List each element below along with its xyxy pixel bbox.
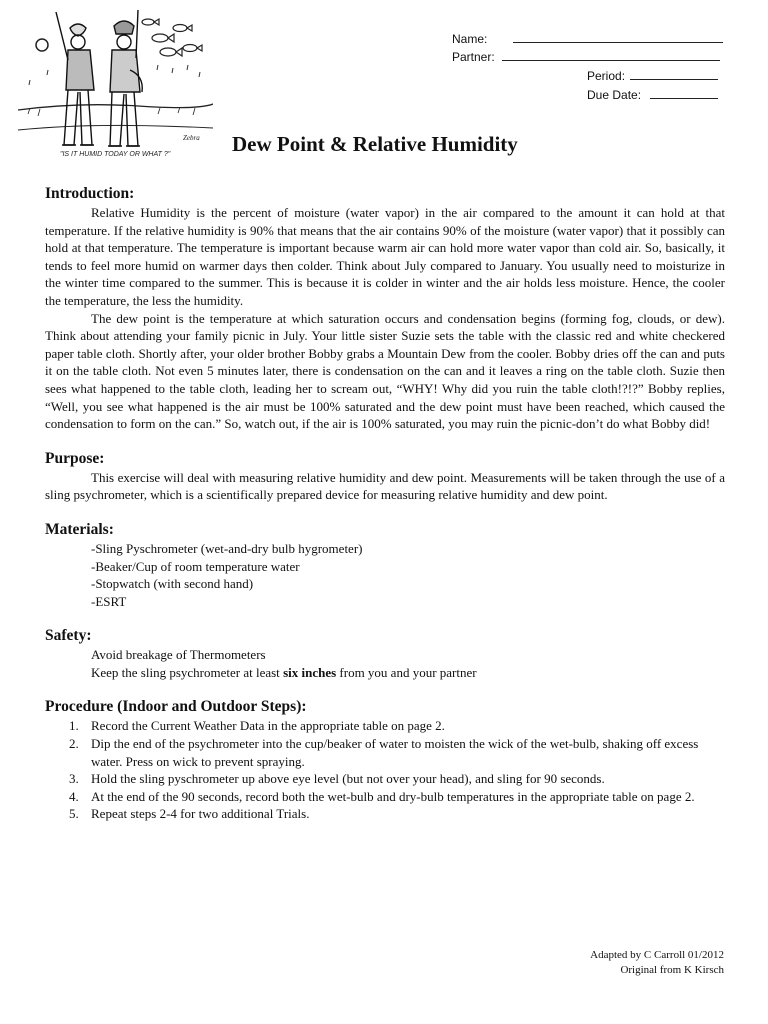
safety-line-2-end: from you and your partner xyxy=(336,664,477,680)
materials-list xyxy=(45,540,725,610)
safety-line-2-start: Keep the sling psychrometer at least xyxy=(91,664,284,680)
step-text: Record the Current Weather Data in the appropriate table on page 2. xyxy=(91,718,445,734)
cartoon-caption: "IS IT HUMID TODAY OR WHAT ?" xyxy=(60,151,171,158)
safety-heading: Safety: xyxy=(45,627,92,645)
step-text: At the end of the 90 seconds, record both the wet-bulb and dry-bulb temperatures in the appropriate table on page 2. xyxy=(91,788,695,804)
step-text: Repeat steps 2-4 for two additional Trials. xyxy=(91,806,310,822)
partner-field[interactable] xyxy=(502,49,720,61)
list-item xyxy=(69,805,725,823)
list-item xyxy=(69,788,725,806)
humid-cartoon-drawing xyxy=(18,10,213,162)
step-text: Hold the sling pyschrometer up above eye level (but not over your head), and sling for 90 seconds. xyxy=(91,771,605,787)
materials-section xyxy=(45,520,725,610)
list-item xyxy=(69,770,725,788)
materials-heading: Materials: xyxy=(45,520,114,538)
period-field[interactable] xyxy=(630,68,718,80)
list-item xyxy=(69,717,725,735)
partner-label: Partner: xyxy=(452,50,495,64)
procedure-steps xyxy=(45,717,725,823)
name-label: Name: xyxy=(452,32,488,46)
step-number: 5. xyxy=(69,806,79,822)
purpose-heading: Purpose: xyxy=(45,449,105,467)
period-label: Period: xyxy=(587,69,626,83)
credit-adapted: Adapted by C Carroll 01/2012 xyxy=(590,949,724,961)
list-item: -Sling Pyschrometer (wet-and-dry bulb hygrometer) xyxy=(91,540,363,556)
introduction-heading: Introduction: xyxy=(45,185,135,202)
procedure-section xyxy=(45,697,725,823)
safety-list xyxy=(45,646,725,681)
introduction-paragraph-2: The dew point is the temperature at which saturation occurs and condensation begins (forming fog, clouds, or dew). Think about attending your family picnic in July. Your little sister Suzie sets the table with the classic red and white checkered paper table cloth. Shortly after, your older brother Bobby grabs a Mountain Dew from the cooler. Bobby dries off the can and puts it on the table cloth. Not even 5 minutes later, there is condensation on the can and it leaves a ring on the table cloth. Suzie then sees what happened to the table cloth, leading her to scream out, “WHY! Why did you ruin the table cloth!?!?” Bobby replies, “Well, you see what happened is the air must be 100% saturated and the dew point must have been reached, which caused the condensation to form on the can.” So, watch out, if the air is 100% saturated, you may ruin the picnic-don’t do what Bobby did! xyxy=(45,310,725,432)
credit-block xyxy=(590,948,724,978)
due-date-label: Due Date: xyxy=(587,88,642,102)
introduction-paragraph-1: Relative Humidity is the percent of moisture (water vapor) in the air compared to the amount it can hold at that temperature. If the relative humidity is 90% that means that the air contains 90% of the moisture (water vapor) that it possibly can hold at that temperature. The temperature is important because warm air can hold more water vapor than cold air. So, basically, it tends to feel more humid on warmer days then colder. Think about July compared to January. You usually need to moisturize in the winter time compared to the summer. This is because it is colder in winter and the air holds less moisture. Hence, the cooler the temperature, the less the humidity. xyxy=(45,205,725,308)
purpose-section xyxy=(45,449,725,504)
due-date-field[interactable] xyxy=(650,87,718,99)
list-item: -Beaker/Cup of room temperature water xyxy=(91,558,300,574)
safety-section xyxy=(45,626,725,681)
step-number: 2. xyxy=(69,736,79,752)
partner-row xyxy=(452,49,720,64)
name-row xyxy=(452,31,723,46)
list-item xyxy=(69,735,725,770)
due-date-row xyxy=(587,87,718,102)
procedure-heading xyxy=(45,697,725,717)
document-body xyxy=(45,184,725,823)
cartoon-signature: Zebra xyxy=(183,134,200,142)
procedure-heading-main: Procedure xyxy=(45,698,114,716)
step-text: Dip the end of the psychrometer into the cup/beaker of water to moisten the wick of the wet-bulb, shaking off excess water. Press on wick to prevent spraying. xyxy=(91,736,699,769)
cartoon-illustration xyxy=(18,10,213,162)
safety-emphasis: six inches xyxy=(283,664,337,680)
procedure-heading-suffix: (Indoor and Outdoor Steps): xyxy=(113,698,307,716)
safety-line-2 xyxy=(91,664,725,682)
name-field[interactable] xyxy=(513,31,723,43)
safety-line-1: Avoid breakage of Thermometers xyxy=(91,647,266,663)
step-number: 3. xyxy=(69,771,79,787)
page-title: Dew Point & Relative Humidity xyxy=(232,132,518,156)
list-item: -ESRT xyxy=(91,593,127,609)
period-row xyxy=(587,68,718,83)
step-number: 1. xyxy=(69,718,79,734)
purpose-text: This exercise will deal with measuring relative humidity and dew point. Measurements will be taken through the use of a sling psychrometer, which is a scientifically prepared device for measuring relative humidity and dew point. xyxy=(45,469,725,503)
credit-original: Original from K Kirsch xyxy=(620,964,724,976)
step-number: 4. xyxy=(69,788,79,804)
list-item: -Stopwatch (with second hand) xyxy=(91,576,254,592)
